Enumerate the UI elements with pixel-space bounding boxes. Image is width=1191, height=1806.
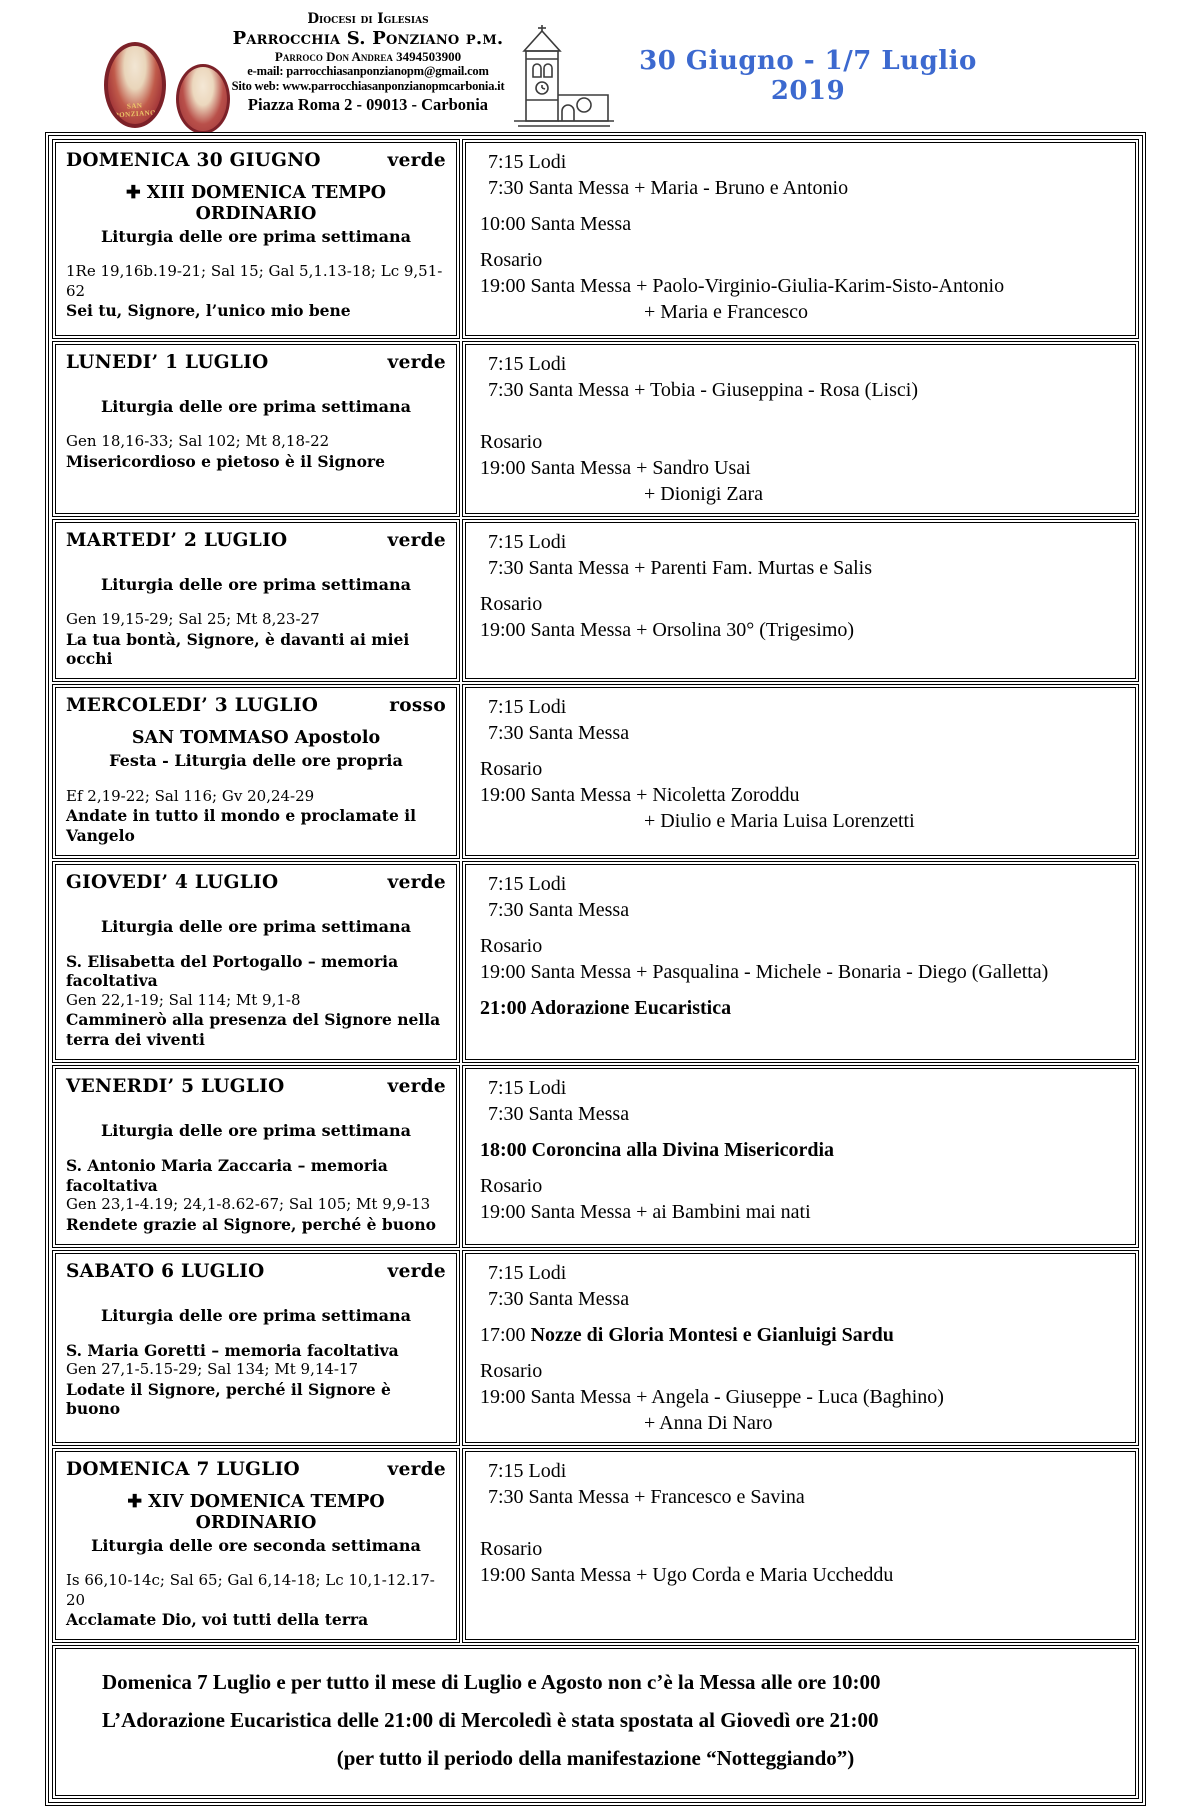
schedule-line: 7:30 Santa Messa: [488, 1103, 630, 1126]
schedule-line: + Dionigi Zara: [644, 483, 764, 505]
schedule-line: 7:15 Lodi: [488, 531, 567, 553]
pastor-line: Parroco Don Andrea 3494503900: [274, 49, 462, 65]
responsorial-verse: Misericordioso e pietoso è il Signore: [66, 451, 385, 471]
schedule-line: 17:00 Nozze di Gloria Montesi e Gianluigi Sardu: [480, 1323, 894, 1346]
saint-oval-label: SAN PONZIANO: [114, 101, 157, 120]
readings-block: [66, 1571, 446, 1629]
diocese-name: Diocesi di Iglesias: [307, 11, 429, 27]
notice-line: (per tutto il periodo della manifestazione “Notteggiando”): [336, 1746, 855, 1771]
page-header: [0, 0, 1191, 132]
schedule-line: 10:00 Santa Messa: [480, 213, 632, 235]
schedule-line: 7:15 Lodi: [488, 696, 567, 719]
liturgical-color: verde: [387, 871, 446, 893]
day-info-cell: [52, 341, 460, 517]
day-name: LUNEDI’ 1 LUGLIO: [66, 352, 269, 373]
mass-schedule-cell: [462, 1250, 1139, 1446]
schedule-line: Rosario: [480, 1175, 543, 1198]
schedule-line: 21:00 Adorazione Eucaristica: [480, 996, 732, 1019]
schedule-line: + Diulio e Maria Luisa Lorenzetti: [644, 810, 915, 833]
schedule-line: 19:00 Santa Messa + Orsolina 30° (Trigesimo): [480, 619, 855, 641]
schedule-line: Rosario: [480, 1537, 543, 1560]
week-schedule-table: [52, 139, 1139, 1643]
parish-header-text: [222, 12, 514, 114]
schedule-line: 7:15 Lodi: [488, 872, 567, 895]
schedule-line: 19:00 Santa Messa + Angela - Giuseppe - Luca (Baghino): [480, 1385, 944, 1408]
day-name: DOMENICA 7 LUGLIO: [66, 1458, 300, 1480]
day-name: VENERDI’ 5 LUGLIO: [66, 1076, 285, 1098]
day-title: ✚ XIV DOMENICA TEMPO ORDINARIO: [127, 1491, 385, 1533]
day-header: [66, 352, 446, 373]
schedule-line: 7:15 Lodi: [488, 1077, 567, 1100]
day-name: MERCOLEDI’ 3 LUGLIO: [66, 695, 319, 717]
day-title: ✚ XIII DOMENICA TEMPO ORDINARIO: [125, 183, 387, 224]
day-header: [66, 1261, 446, 1282]
email-line: e-mail: parrocchiasanponzianopm@gmail.com: [247, 64, 489, 79]
schedule-line: 19:00 Santa Messa + Sandro Usai: [480, 457, 751, 479]
liturgical-color: verde: [387, 1260, 446, 1282]
website-line: Sito web: www.parrocchiasanponzianopmcarbonia.it: [231, 79, 505, 94]
day-row: [52, 1250, 1139, 1446]
readings-line: Gen 18,16-33; Sal 102; Mt 8,18-22: [66, 432, 330, 451]
day-info-cell: [52, 519, 460, 682]
liturgical-color: verde: [387, 1458, 446, 1480]
cross-icon: ✚: [125, 183, 147, 203]
responsorial-verse: Acclamate Dio, voi tutti della terra: [66, 1610, 369, 1630]
day-row: [52, 1448, 1139, 1644]
schedule-line: + Maria e Francesco: [644, 301, 808, 323]
responsorial-verse: Camminerò alla presenza del Signore nella terra dei viventi: [66, 1010, 441, 1049]
schedule-line: 7:30 Santa Messa: [488, 898, 630, 921]
day-info-cell: [52, 1065, 460, 1248]
date-range-title: 30 Giugno - 1/7 Luglio 2019: [639, 46, 977, 106]
schedule-line: 7:30 Santa Messa + Francesco e Savina: [488, 1485, 805, 1508]
readings-line: Gen 19,15-29; Sal 25; Mt 8,23-27: [66, 610, 320, 629]
day-info-cell: [52, 684, 460, 858]
day-header: [66, 1459, 446, 1480]
liturgical-color: rosso: [389, 695, 446, 717]
schedule-line: Rosario: [480, 593, 543, 615]
readings-line: Gen 27,1-5.15-29; Sal 134; Mt 9,14-17: [66, 1360, 359, 1379]
day-header: [66, 530, 446, 551]
responsorial-verse: Rendete grazie al Signore, perché è buono: [66, 1214, 436, 1234]
day-info-cell: [52, 861, 460, 1063]
schedule-line: 7:30 Santa Messa + Tobia - Giuseppina - Rosa (Lisci): [488, 379, 918, 401]
mass-schedule-cell: [462, 861, 1139, 1063]
mass-schedule-cell: [462, 341, 1139, 517]
readings-line: Is 66,10-14c; Sal 65; Gal 6,14-18; Lc 10,1-12.17-20: [66, 1571, 435, 1609]
liturgical-color: verde: [387, 530, 446, 551]
readings-line: Gen 22,1-19; Sal 114; Mt 9,1-8: [66, 990, 301, 1009]
schedule-line: 19:00 Santa Messa + Nicoletta Zoroddu: [480, 784, 800, 807]
day-name: MARTEDI’ 2 LUGLIO: [66, 530, 288, 551]
schedule-line: 19:00 Santa Messa + ai Bambini mai nati: [480, 1201, 811, 1224]
readings-block: [66, 952, 446, 1049]
day-subtitle: Liturgia delle ore prima settimana: [100, 397, 411, 416]
schedule-line: 7:15 Lodi: [488, 353, 567, 375]
notice-line: L’Adorazione Eucaristica delle 21:00 di Mercoledì è stata spostata al Giovedì ore 21:00: [102, 1708, 879, 1733]
day-subtitle: Liturgia delle ore prima settimana: [100, 1121, 411, 1141]
day-row: [52, 139, 1139, 339]
notice-line: Domenica 7 Luglio e per tutto il mese di Luglio e Agosto non c’è la Messa alle ore 10:00: [102, 1670, 881, 1695]
day-name: GIOVEDI’ 4 LUGLIO: [66, 871, 279, 893]
readings-block: [66, 262, 446, 320]
readings-block: [66, 1341, 446, 1419]
liturgical-color: verde: [387, 352, 446, 373]
saint-oval-large: [104, 42, 166, 128]
readings-line: Ef 2,19-22; Sal 116; Gv 20,24-29: [66, 786, 315, 805]
day-row: [52, 519, 1139, 682]
memoria-line: S. Maria Goretti – memoria facoltativa: [66, 1341, 399, 1361]
day-subtitle: Festa - Liturgia delle ore propria: [109, 751, 403, 771]
readings-line: Gen 23,1-4.19; 24,1-8.62-67; Sal 105; Mt 9,9-13: [66, 1195, 431, 1213]
responsorial-verse: Lodate il Signore, perché il Signore è buono: [66, 1379, 391, 1419]
schedule-line: Rosario: [480, 1359, 543, 1382]
day-header: [66, 1076, 446, 1097]
day-name: DOMENICA 30 GIUGNO: [66, 150, 321, 171]
mass-schedule-cell: [462, 1065, 1139, 1248]
schedule-line: 7:15 Lodi: [488, 1261, 567, 1284]
schedule-line: 7:30 Santa Messa + Parenti Fam. Murtas e Salis: [488, 557, 873, 579]
day-info-cell: [52, 139, 460, 339]
readings-block: [66, 1156, 446, 1234]
day-subtitle: Liturgia delle ore prima settimana: [100, 1305, 411, 1325]
responsorial-verse: La tua bontà, Signore, è davanti ai miei occhi: [66, 629, 410, 669]
responsorial-verse: Andate in tutto il mondo e proclamate il Vangelo: [66, 806, 416, 845]
day-title: SAN TOMMASO Apostolo: [131, 728, 381, 749]
day-row: [52, 684, 1139, 858]
mass-schedule-cell: [462, 139, 1139, 339]
readings-line: 1Re 19,16b.19-21; Sal 15; Gal 5,1.13-18; Lc 9,51-62: [66, 262, 443, 300]
notices-box: [52, 1645, 1139, 1799]
schedule-line: + Anna Di Naro: [644, 1411, 773, 1434]
day-subtitle: Liturgia delle ore prima settimana: [100, 227, 411, 246]
memoria-line: S. Antonio Maria Zaccaria – memoria facoltativa: [66, 1156, 388, 1195]
bulletin-frame: [45, 132, 1146, 1806]
address-line: Piazza Roma 2 - 09013 - Carbonia: [247, 94, 489, 114]
readings-block: [66, 610, 446, 668]
day-info-cell: [52, 1250, 460, 1446]
schedule-line: 19:00 Santa Messa + Ugo Corda e Maria Uccheddu: [480, 1563, 894, 1586]
liturgical-color: verde: [387, 150, 446, 171]
day-header: [66, 695, 446, 716]
schedule-line: 7:15 Lodi: [488, 151, 567, 173]
church-drawing-icon: [502, 24, 622, 132]
schedule-line: 19:00 Santa Messa + Paolo-Virginio-Giulia-Karim-Sisto-Antonio: [480, 275, 1005, 297]
cross-icon: ✚: [127, 1491, 149, 1512]
schedule-line: Rosario: [480, 249, 543, 271]
day-info-cell: [52, 1448, 460, 1644]
schedule-line: Rosario: [480, 758, 543, 781]
day-subtitle: Liturgia delle ore prima settimana: [100, 916, 411, 936]
day-name: SABATO 6 LUGLIO: [66, 1260, 265, 1282]
schedule-line: 19:00 Santa Messa + Pasqualina - Michele - Bonaria - Diego (Galletta): [480, 960, 1049, 983]
parish-name: Parrocchia S. Ponziano p.m.: [232, 27, 504, 49]
mass-schedule-cell: [462, 684, 1139, 858]
responsorial-verse: Sei tu, Signore, l’unico mio bene: [66, 301, 351, 321]
schedule-line: 18:00 Coroncina alla Divina Misericordia: [480, 1139, 835, 1162]
readings-block: [66, 787, 446, 845]
schedule-line: 7:30 Santa Messa: [488, 722, 630, 745]
day-subtitle: Liturgia delle ore prima settimana: [100, 575, 411, 594]
day-row: [52, 861, 1139, 1063]
schedule-line: 7:15 Lodi: [488, 1459, 567, 1482]
memoria-line: S. Elisabetta del Portogallo – memoria facoltativa: [66, 952, 399, 991]
schedule-line: 7:30 Santa Messa + Maria - Bruno e Antonio: [488, 177, 849, 199]
schedule-line: Rosario: [480, 431, 543, 453]
schedule-line: 7:30 Santa Messa: [488, 1287, 630, 1310]
liturgical-color: verde: [387, 1076, 446, 1098]
mass-schedule-cell: [462, 519, 1139, 682]
day-row: [52, 1065, 1139, 1248]
day-header: [66, 150, 446, 171]
day-row: [52, 341, 1139, 517]
day-subtitle: Liturgia delle ore seconda settimana: [91, 1535, 421, 1555]
readings-block: [66, 432, 446, 471]
mass-schedule-cell: [462, 1448, 1139, 1644]
schedule-line: Rosario: [480, 934, 543, 957]
day-header: [66, 872, 446, 893]
